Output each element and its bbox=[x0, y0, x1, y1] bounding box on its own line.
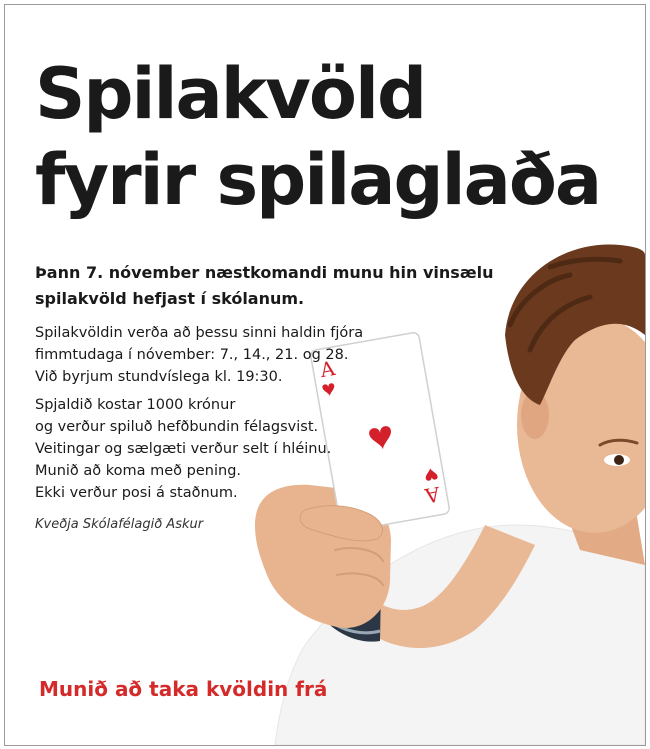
schedule-line-3: Við byrjum stundvíslega kl. 19:30. bbox=[35, 369, 283, 385]
details-line-1: Spjaldið kostar 1000 krónur bbox=[35, 397, 236, 413]
signature: Kveðja Skólafélagið Askur bbox=[35, 517, 204, 532]
details-line-3: Veitingar og sælgæti verður selt í hléinu. bbox=[35, 441, 332, 457]
details-paragraph bbox=[35, 394, 435, 504]
schedule-line-2: fimmtudaga í nóvember: 7., 14., 21. og 28. bbox=[35, 347, 349, 363]
poster-title bbox=[35, 51, 600, 223]
lead-paragraph bbox=[35, 260, 515, 312]
details-line-2: og verður spiluð hefðbundin félagsvist. bbox=[35, 419, 319, 435]
title-line-1: Spilakvöld bbox=[35, 53, 426, 135]
card-rank-top: A bbox=[318, 356, 337, 383]
boy-pupil bbox=[614, 455, 624, 465]
schedule-line-1: Spilakvöldin verða að þessu sinni haldin fjóra bbox=[35, 325, 364, 341]
schedule-paragraph bbox=[35, 322, 435, 388]
title-line-2: fyrir spilaglaða bbox=[35, 139, 601, 221]
details-line-4: Munið að koma með pening. bbox=[35, 463, 242, 479]
lead-line-2: spilakvöld hefjast í skólanum. bbox=[35, 289, 305, 308]
poster bbox=[4, 4, 646, 746]
footer-callout: Munið að taka kvöldin frá bbox=[39, 677, 328, 701]
lead-line-1: Þann 7. nóvember næstkomandi munu hin vinsælu bbox=[35, 263, 494, 282]
card-rank-bottom: A bbox=[423, 481, 442, 508]
details-line-5: Ekki verður posi á staðnum. bbox=[35, 485, 238, 501]
